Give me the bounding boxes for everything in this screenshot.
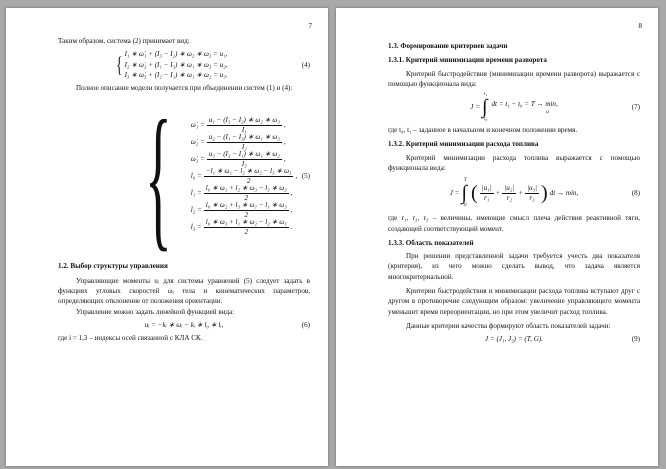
index-note: где i = 1,3 – индексы осей связанной с КЛА СК. <box>58 334 203 343</box>
equation-9 <box>388 334 640 344</box>
eq5-numerator: u₃ − (I₂ − I₁) ∗ ω₁ ∗ ω₂ <box>208 150 280 159</box>
eq5-punct: . <box>290 223 293 232</box>
paren-open-icon: ( <box>470 182 478 205</box>
equation-number: (6) <box>301 320 310 329</box>
eq5-denominator: 2 <box>246 176 251 185</box>
eq8-upper-limit: T <box>463 178 467 184</box>
eq4-line: I₁ ∗ ω̇₁ + (I₃ − I₂) ∗ ω₂ ∗ ω₃ = u₁, <box>124 50 228 59</box>
eq8-lower-limit: 0 <box>463 203 467 209</box>
eq5-denominator: 2 <box>244 227 248 236</box>
paragraph: При решении представленной задачи требуется учесть два показателя (критерия), из чего можно сделать вывод, что задача является многокритериальной. <box>388 252 640 281</box>
equation-number: (7) <box>631 102 640 111</box>
eq5-lhs: ω̇₂ = <box>190 138 205 147</box>
eq5-punct: , <box>283 155 286 164</box>
eq5-line <box>191 219 297 236</box>
eq8-rhs: dt → min, <box>549 189 579 198</box>
equation-number: (9) <box>631 335 640 344</box>
eq5-fraction <box>204 218 289 236</box>
paragraph: Управляющие моменты uᵢ для системы уравнений (5) следует задать в функциях угловых скоростей ωᵢ тела и кинематических параметров, определяющих отклонение от положения ориентации. <box>58 276 310 306</box>
paragraph: Критерий быстродействия (минимизации времени разворота) выражается с помощью функционала вида: <box>388 69 640 88</box>
paragraph: Данные критерии качества формируют область показателей задачи: <box>406 321 611 330</box>
eq5-fraction <box>204 201 289 219</box>
paragraph: Критерии быстродействия и минимизации расхода топлива вступают друг с другом в противоречие следующим образом: увеличение управляющего момента уменьшит время переориентации, но при этом увеличит расход топлива. <box>388 286 640 316</box>
eq5-punct: , <box>290 206 293 215</box>
eq9-text: J = (J₁, J₂) = (T, G). <box>485 335 543 344</box>
eq8-term-den: r₃ <box>529 193 535 202</box>
paragraph: Управление можно задать линейной функцией вида: <box>76 307 235 316</box>
eq8-term <box>502 184 516 202</box>
eq5-numerator: l₀ ∗ ω₂ + l₃ ∗ ω₁ − l₁ ∗ ω₃ <box>205 201 287 210</box>
eq5-fraction <box>204 167 294 185</box>
full-description-text: Полное описание модели получается при объединении систем (1) и (4): <box>76 84 293 93</box>
page-7 <box>6 8 328 466</box>
eq7-under: u <box>546 109 549 115</box>
eq4-line: I₂ ∗ ω̇₂ + (I₁ − I₃) ∗ ω₁ ∗ ω₃ = u₂, <box>124 60 228 69</box>
eq8-term <box>525 184 539 202</box>
eq4-line: I₃ ∗ ω̇₃ + (I₂ − I₁) ∗ ω₁ ∗ ω₂ = u₃. <box>124 70 228 79</box>
eq5-denominator: I₁ <box>241 125 247 134</box>
eq7-rhs: dt = t₁ − t₀ = T → min, <box>491 100 558 109</box>
subsection-heading: 1.3.3. Область показателей <box>388 238 474 247</box>
integral-icon: ∫ <box>461 182 467 205</box>
eq5-fraction <box>207 150 282 168</box>
eq5-lhs: l̇₃ = <box>190 223 202 232</box>
equation-number: (5) <box>301 172 310 181</box>
eq5-denominator: 2 <box>244 193 248 202</box>
eq8-note: где r₁, r₂, r₃ – величины, имеющие смысл плеча действия реактивной тяги, создающей соответствующий момент. <box>388 214 640 233</box>
section-heading: 1.2. Выбор структуры управления <box>58 262 168 271</box>
section-heading: 1.3. Формирование критериев задачи <box>388 42 508 50</box>
equation-number: (4) <box>301 60 310 69</box>
eq7-lhs: J = <box>470 102 480 111</box>
page-content <box>388 36 640 347</box>
eq7-lower-limit: t₀ <box>484 117 488 123</box>
equation-6 <box>58 320 310 330</box>
eq8-term-den: r₂ <box>506 193 512 202</box>
equation-8: J = T ∫ 0 ( $\frac{\text{|u₁|}}{\text{r₁}}$ + $\frac{\text{|u₂|}}{\text{r₂}}$ + $\frac{\text{|u₃|}}{\text{r₃}}$ ) dt → min, (8) <box>449 178 640 209</box>
paragraph: Критерий минимизации расхода топлива выражается с помощью функционала вида: <box>388 153 640 172</box>
eq5-denominator: I₂ <box>241 142 247 151</box>
eq5-denominator: 2 <box>244 210 248 219</box>
eq5-lhs: ω̇₁ = <box>190 121 205 130</box>
eq5-punct: , <box>295 172 298 181</box>
eq5-numerator: −l₁ ∗ ω₁ − l₂ ∗ ω₂ − l₃ ∗ ω₃ <box>205 167 292 176</box>
eq8-term-num: |u₃| <box>527 184 537 193</box>
eq5-line <box>191 202 297 219</box>
page-content <box>58 36 310 343</box>
eq5-fraction <box>204 184 289 202</box>
eq5-fraction <box>207 133 282 151</box>
eq8-term-num: |u₂| <box>504 184 515 193</box>
eq5-line <box>191 151 297 168</box>
brace-icon: { <box>116 51 123 77</box>
eq8-lhs: J = <box>449 189 460 198</box>
eq7-upper-limit: t₁ <box>484 92 488 98</box>
eq5-lhs: l̇₂ = <box>190 206 202 215</box>
eq7-note: где t₀, t₁ – заданное в начальном и конечном положении время. <box>388 126 578 135</box>
eq5-lhs: l̇₁ = <box>190 189 202 198</box>
eq5-punct: , <box>290 189 293 198</box>
intro-text: Таким образом, система (2) принимает вид: <box>58 37 190 45</box>
eq5-line <box>191 185 297 202</box>
eq5-lhs: ω̇₃ = <box>190 155 205 164</box>
eq8-term-num: |u₁| <box>481 184 492 193</box>
brace-icon: { <box>144 87 172 266</box>
equation-7 <box>388 92 640 122</box>
eq5-punct: , <box>283 138 286 147</box>
eq8-term-den: r₁ <box>483 193 490 202</box>
page-number: 8 <box>638 22 642 30</box>
eq5-fraction <box>207 116 282 134</box>
integral-icon: ∫ <box>481 96 488 119</box>
paren-close-icon: ) <box>540 182 548 205</box>
subsection-heading: 1.3.1. Критерий минимизации времени разворота <box>388 56 547 65</box>
eq5-lhs: l̇₀ = <box>190 172 202 181</box>
eq6-text: uᵢ = −kᵢ ∗ ωᵢ − kᵢ ∗ l₀ ∗ lᵢ, <box>144 320 224 329</box>
page-number: 7 <box>308 22 312 30</box>
page-8 <box>336 8 658 466</box>
subsection-heading: 1.3.2. Критерий минимизации расхода топлива <box>388 140 539 149</box>
eq5-line <box>191 134 297 151</box>
eq5-denominator: I₃ <box>241 159 247 168</box>
eq5-numerator: u₁ − (I₃ − I₂) ∗ ω₂ ∗ ω₃ <box>208 116 280 125</box>
eq5-line <box>191 168 297 185</box>
equation-4 <box>58 49 310 80</box>
equation-number: (8) <box>631 189 640 198</box>
eq5-numerator: l₀ ∗ ω₃ + l₁ ∗ ω₂ − l₂ ∗ ω₁ <box>205 218 287 227</box>
eq5-line <box>191 117 297 134</box>
eq5-punct: , <box>283 121 286 130</box>
eq5-numerator: l₀ ∗ ω₁ + l₂ ∗ ω₃ − l₃ ∗ ω₂ <box>205 184 287 193</box>
eq5-numerator: u₂ − (I₁ − I₃) ∗ ω₁ ∗ ω₃ <box>208 133 280 142</box>
eq8-term <box>480 184 494 202</box>
